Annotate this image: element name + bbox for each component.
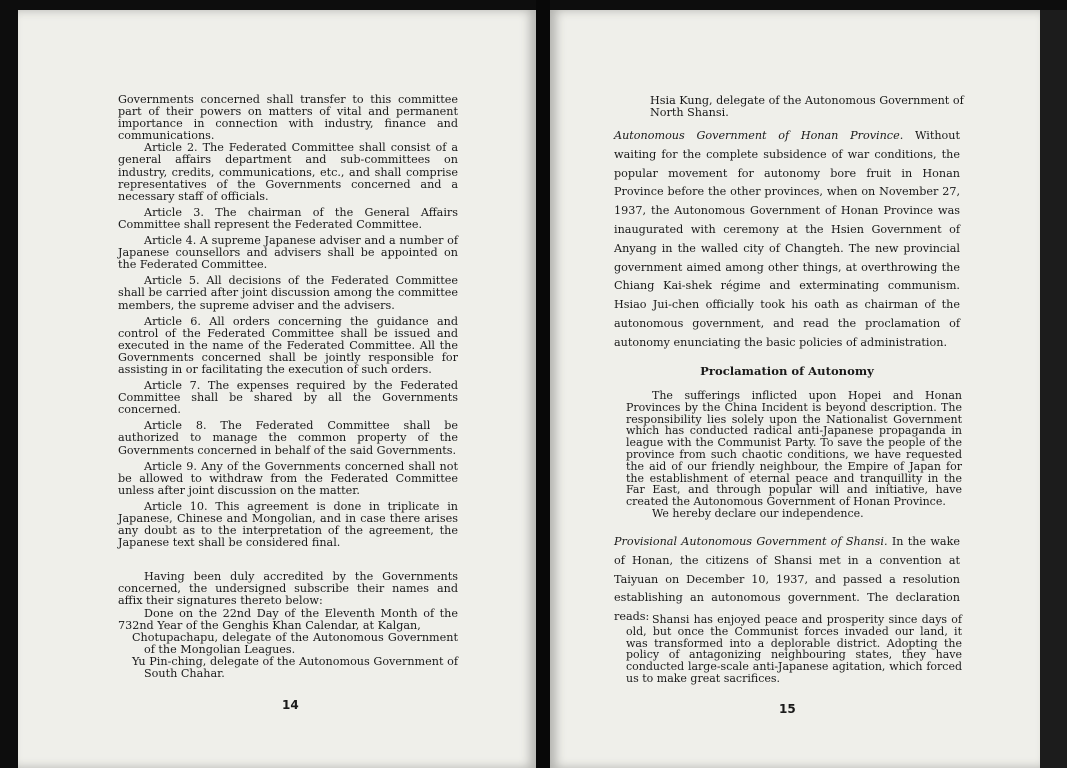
paragraph-continuation: Governments concerned shall transfer to this committee part of their powers on matters of vital and permanent importance in connection with industry, finance and communications. — [118, 93, 458, 143]
book-spine — [536, 0, 550, 768]
page-edge — [1040, 10, 1067, 768]
article-2: Article 2. The Federated Committee shall consist of a general affairs department and sub-committees on industry, credits, communications, etc., and shall comprise representatives of the Governments concerned and a necessary staff of officials. — [118, 141, 458, 203]
shansi-title: Provisional Autonomous Government of Shansi. — [614, 535, 888, 548]
article-4: Article 4. A supreme Japanese adviser and a number of Japanese counsellors and advisers shall be appointed on the Federated Committee. — [118, 234, 458, 272]
page-number-right: 15 — [779, 702, 796, 716]
article-6: Article 6. All orders concerning the guidance and control of the Federated Committee shall be issued and executed in the name of the Federated Committee. All the Governments concerned shall be jointly responsible for assisting in or facilitating the execution of such orders. — [118, 314, 458, 376]
proclamation-heading: Proclamation of Autonomy — [700, 364, 874, 378]
proclamation-declare: We hereby declare our independence. — [652, 506, 864, 520]
right-page — [550, 10, 1040, 768]
left-page — [18, 10, 536, 768]
article-3: Article 3. The chairman of the General Affairs Committee shall represent the Federated Committee. — [118, 205, 458, 231]
page-number-left: 14 — [282, 698, 299, 712]
left-page-text — [118, 94, 458, 680]
article-10: Article 10. This agreement is done in triplicate in Japanese, Chinese and Mongolian, and in case there arises any doubt as to the interpretation of the agreement, the Japanese text shall be considered final. — [118, 499, 458, 550]
honan-title: Autonomous Government of Honan Province. — [614, 129, 904, 142]
signatory-hsia-kung: Hsia Kung, delegate of the Autonomous Government of North Shansi. — [650, 94, 964, 120]
shansi-declaration — [626, 614, 962, 685]
article-7: Article 7. The expenses required by the Federated Committee shall be shared by all the Governments concerned. — [118, 379, 458, 417]
closing-statement: Having been duly accredited by the Governments concerned, the undersigned subscribe their names and affix their signatures thereto below: — [118, 570, 458, 608]
article-9: Article 9. Any of the Governments concerned shall not be allowed to withdraw from the Federated Committee unless after joint discussion on the matter. — [118, 459, 458, 497]
honan-section — [614, 127, 960, 353]
proclamation-text: The sufferings inflicted upon Hopei and Honan Provinces by the China Incident is beyond description. The responsibility lies solely upon the Nationalist Government which has conducted radical anti-Japanese propaganda in league with the Communist Party. To save the people of the province from such chaotic conditions, we have requested the aid of our friendly neighbour, the Empire of Japan for the establishment of eternal peace and tranquillity in the Far East, and through popular will and initiative, have created the Autonomous Government of Honan Province. — [626, 389, 962, 509]
date-line: Done on the 22nd Day of the Eleventh Month of the 732nd Year of the Genghis Khan Calendar, at Kalgan, — [118, 606, 458, 632]
honan-text: Without waiting for the complete subsidence of war conditions, the popular movement for autonomy bore fruit in Honan Province before the other provinces, when on November 27, 1937, the Autonomous Government of Honan Province was inaugurated with ceremony at the Hsien Government of Anyang in the walled city of Changteh. The new provincial government aimed among other things, at overthrowing the Chiang Kai-shek régime and exterminating communism. Hsiao Jui-chen officially took his oath as chairman of the autonomous government, and read the proclamation of autonomy enunciating the basic policies of administration. — [614, 129, 960, 349]
signatory-chotupachapu: Chotupachapu, delegate of the Autonomous Government of the Mongolian Leagues. — [132, 630, 458, 656]
article-5: Article 5. All decisions of the Federated Committee shall be carried after joint discussion among the committee members, the supreme adviser and the advisers. — [118, 274, 458, 312]
proclamation-body — [626, 390, 962, 520]
shansi-declaration-text: Shansi has enjoyed peace and prosperity since days of old, but once the Communist forces invaded our land, it was transformed into a deplorable district. Adopting the policy of antagonizing neighbouring states, they have conducted large-scale anti-Japanese agitation, which forced us to make great sacrifices. — [626, 613, 962, 685]
signatory-yu-pin-ching: Yu Pin-ching, delegate of the Autonomous Government of South Chahar. — [132, 654, 458, 681]
article-8: Article 8. The Federated Committee shall be authorized to manage the common property of the Governments concerned in behalf of the said Governments. — [118, 419, 458, 457]
shansi-text: In the wake of Honan, the citizens of Shansi met in a convention at Taiyuan on December 10, 1937, and passed a resolution establishing an autonomous government. The declaration reads: — [614, 535, 960, 624]
